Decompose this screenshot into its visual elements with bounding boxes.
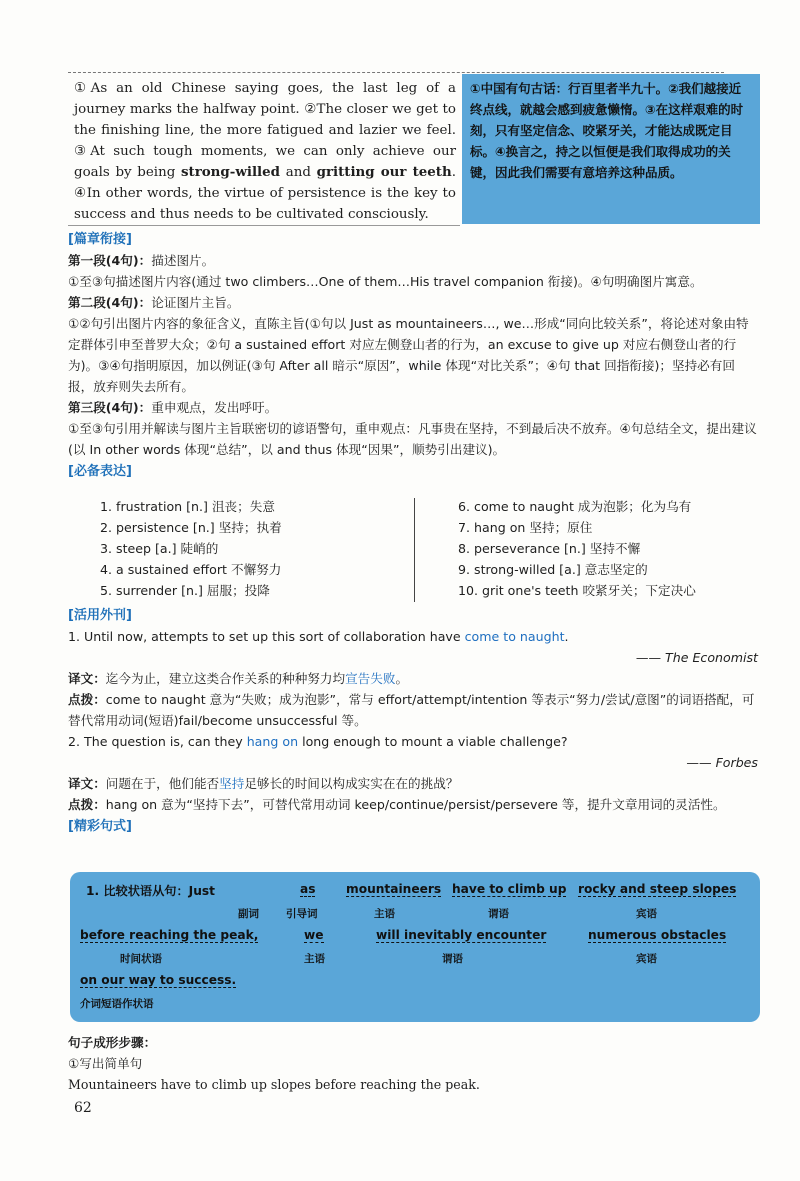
sentence-word: as <box>300 882 316 896</box>
sentence-analysis-banner <box>70 872 760 1022</box>
bold-phrase: strong-willed <box>180 164 281 180</box>
expression-item: 8. perseverance [n.] 坚持不懈 <box>458 541 641 556</box>
sentence-word: on our way to success. <box>80 973 237 987</box>
page-number: 62 <box>74 1100 92 1116</box>
expression-item: 2. persistence [n.] 坚持；执着 <box>100 520 282 535</box>
usage-section <box>68 604 758 837</box>
grammar-label: 时间状语 <box>120 953 162 965</box>
grammar-label: 介词短语作状语 <box>80 998 154 1010</box>
example-sentence: 1. Until now, attempts to set up this sort of collaboration have come to naught. <box>68 629 569 644</box>
expression-item: 9. strong-willed [a.] 意志坚定的 <box>458 562 648 577</box>
grammar-label: 谓语 <box>488 908 509 920</box>
tip: 点拨：come to naught 意为“失败；成为泡影”，常与 effort/attempt/intention 等表示“努力/尝试/意图”的词语搭配，可替代常用动词(短语)fail/become unsuccessful 等。 <box>68 692 755 728</box>
expression-item: 4. a sustained effort 不懈努力 <box>100 562 282 577</box>
step-label: ①写出简单句 <box>68 1056 143 1071</box>
expression-item: 7. hang on 坚持；原住 <box>458 520 593 535</box>
sentence-word: numerous obstacles <box>588 928 727 942</box>
intro-english: ①As an old Chinese saying goes, the last leg of a journey marks the halfway point. ②The closer we get to the finishing line, the more fatigued and lazier we feel. ③At such tough moments, we can only achieve our goals by being strong-willed and gritting our teeth. ④In other words, the virtue of persistence is the key to success and thus needs to be cultivated consciously. <box>74 81 456 222</box>
translation: 译文：问题在于，他们能否坚持足够长的时间以构成实实在在的挑战？ <box>68 776 459 791</box>
structure-section: [篇章衔接] 第一段(4句)：描述图片。 ①至③句描述图片内容(通过 two climbers…One of them…His travel companion 衔接)。④句明确图片寓意。 第二段(4句)：论证图片主旨。 ①②句引出图片内容的象征含义，直陈主旨(①句以 Just as mountaineers…, we…形成“同向比较关系”，将论述对象由特定群体引申至普罗大众；②句 a sustained effort 对应左侧登山者的行为，an excuse to give up 对应右侧登山者的行为)。③④句指明原因，加以例证(③句 After all 暗示“原因”，while 体现“对比关系”；④句 that 回指衔接)；坚持必有回报，放弃则失去所有。 第三段(4句)：重申观点，发出呼吁。 ①至③句引用并解读与图片主旨联密切的谚语警句，重申观点：凡事贵在坚持，不到最后决不放弃。④句总结全文，提出建议(以 In other words 体现“总结”，以 and thus 体现“因果”，顺势引出建议)。 [必备表达] <box>68 228 758 482</box>
column-divider <box>414 498 415 602</box>
expression-col-right <box>458 496 778 601</box>
paragraph: ①②句引出图片内容的象征含义，直陈主旨(①句以 Just as mountaineers…, we…形成“同向比较关系”，将论述对象由特定群体引申至普罗大众；②句 a sustained effort 对应左侧登山者的行为，an excuse to give up 对应右侧登山者的行为)。③④句指明原因，加以例证(③句 After all 暗示“原因”，while 体现“对比关系”；④句 that 回指衔接)；坚持必有回报，放弃则失去所有。 <box>68 316 749 394</box>
expression-item: 1. frustration [n.] 沮丧；失意 <box>100 499 275 514</box>
grammar-label: 谓语 <box>442 953 463 965</box>
section-heading: [活用外刊] <box>68 608 132 623</box>
steps-heading: 句子成形步骤： <box>68 1035 157 1050</box>
sentence-word: rocky and steep slopes <box>578 882 737 896</box>
grammar-label: 宾语 <box>636 908 657 920</box>
sentence-word: mountaineers <box>346 882 442 896</box>
sentence-word: have to climb up <box>452 882 567 896</box>
section-heading: [必备表达] <box>68 464 132 479</box>
steps-section <box>68 1032 758 1095</box>
step-text: Mountaineers have to climb up slopes before reaching the peak. <box>68 1077 480 1092</box>
sentence-word: before reaching the peak, <box>80 928 259 942</box>
sentence-word: 1. 比较状语从句：Just <box>86 884 215 898</box>
separator-rule <box>68 225 460 226</box>
section-heading: [精彩句式] <box>68 819 132 834</box>
grammar-label: 副词 <box>238 908 259 920</box>
source-credit: —— The Economist <box>635 650 758 665</box>
paragraph: ①至③句描述图片内容(通过 two climbers…One of them…His travel companion 衔接)。④句明确图片寓意。 <box>68 274 703 289</box>
grammar-label: 引导词 <box>286 908 318 920</box>
expression-item: 10. grit one's teeth 咬紧牙关；下定决心 <box>458 583 696 598</box>
paragraph: ①至③句引用并解读与图片主旨联密切的谚语警句，重申观点：凡事贵在坚持，不到最后决不放弃。④句总结全文，提出建议(以 In other words 体现“总结”，以 and thus 体现“因果”，顺势引出建议)。 <box>68 421 757 457</box>
top-rule <box>68 72 724 73</box>
expression-item: 3. steep [a.] 陡峭的 <box>100 541 219 556</box>
grammar-label: 主语 <box>374 908 395 920</box>
section-heading: [篇章衔接] <box>68 232 132 247</box>
expression-col-left <box>100 496 420 601</box>
example-sentence: 2. The question is, can they hang on long enough to mount a viable challenge? <box>68 734 568 749</box>
translation: 译文：迄今为止，建立这类合作关系的种种努力均宣告失败。 <box>68 671 409 686</box>
source-credit: —— Forbes <box>686 755 758 770</box>
sentence-word: will inevitably encounter <box>376 928 547 942</box>
grammar-label: 宾语 <box>636 953 657 965</box>
sentence-word: we <box>304 928 324 942</box>
bold-phrase: gritting our teeth <box>316 164 452 180</box>
tip: 点拨：hang on 意为“坚持下去”，可替代常用动词 keep/continue/persist/persevere 等，提升文章用词的灵活性。 <box>68 797 726 812</box>
expression-item: 5. surrender [n.] 屈服；投降 <box>100 583 270 598</box>
grammar-label: 主语 <box>304 953 325 965</box>
expression-item: 6. come to naught 成为泡影；化为乌有 <box>458 499 692 514</box>
intro-chinese-box: ①中国有句古话：行百里者半九十。②我们越接近终点线，就越会感到疲惫懒惰。③在这样艰难的时刻，只有坚定信念、咬紧牙关，才能达成既定目标。④换言之，持之以恒便是我们取得成功的关键，因此我们需要有意培养这种品质。 <box>462 74 760 224</box>
